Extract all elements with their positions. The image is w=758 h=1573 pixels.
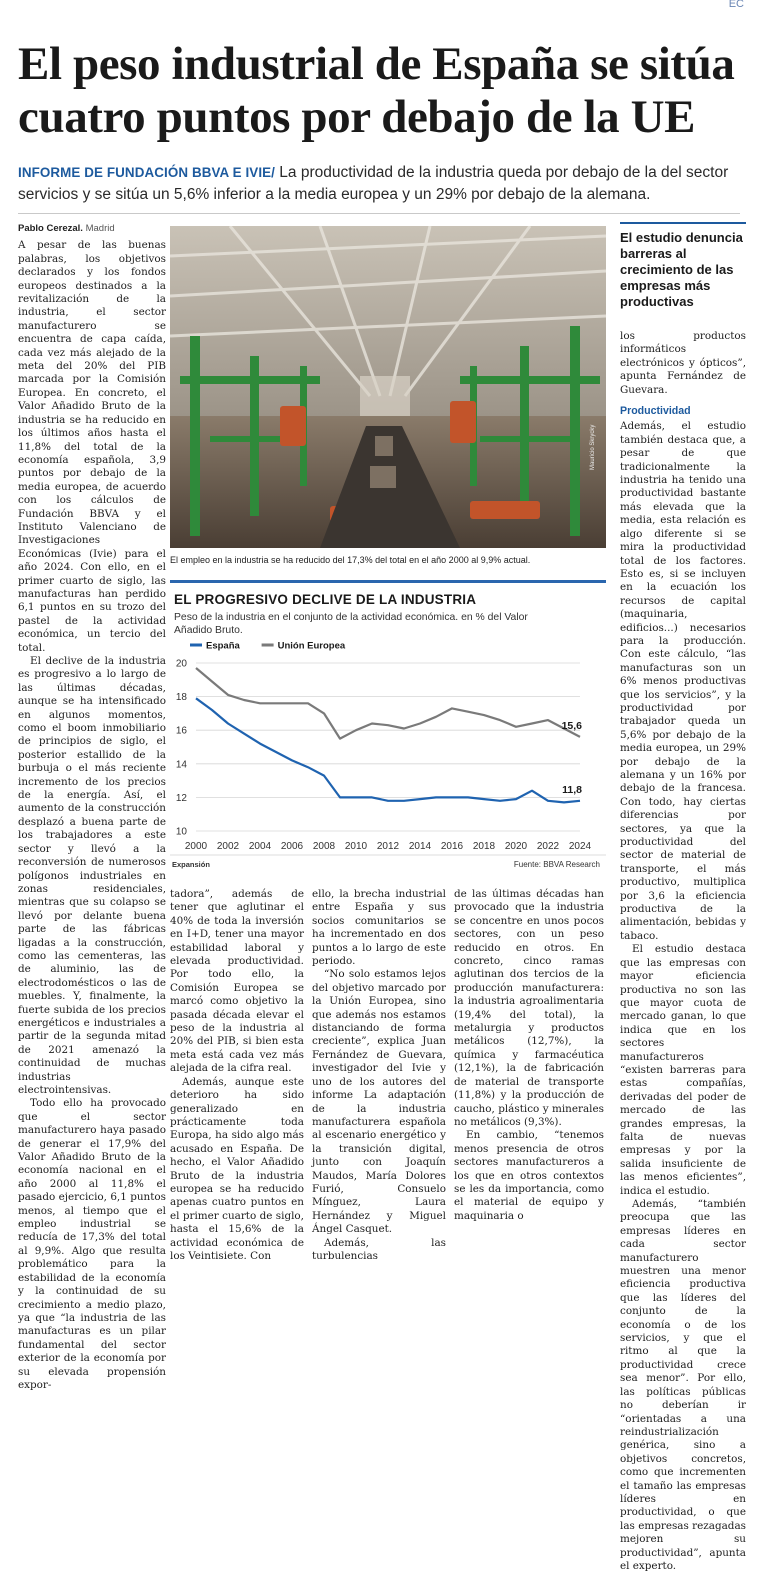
chart-title: EL PROGRESIVO DECLIVE DE LA INDUSTRIA <box>174 592 477 607</box>
x-tick-label: 2010 <box>344 841 368 852</box>
y-tick-label: 20 <box>175 658 187 670</box>
byline-place: Madrid <box>82 223 115 234</box>
x-tick-label: 2002 <box>216 841 240 852</box>
byline <box>18 222 166 235</box>
paragraph: de las últimas décadas han provocado que la industria se concentre en unos pocos sectores, con un peso reducido en otros. En concreto, cinco ramas aglutinan dos tercios de la producción manufacturera: la industria agroalimentaria (19,4% del total), la metalurgia y productos metálicos (12,7%), la química y farmacéutica (12,1%), la de fabricación de material de transporte (11,8%) y la producción de caucho, plástico y minerales no metálicos (9,3%). <box>454 888 604 1128</box>
article-column-4 <box>454 888 604 1223</box>
dek-text: La productividad de la industria queda por debajo de la del sector servicios y se sitúa un 5,6% inferior a la media europea y un 29% por debajo de la alemana. <box>18 164 729 203</box>
end-value-label: 15,6 <box>561 719 582 732</box>
x-tick-label: 2022 <box>536 841 560 852</box>
byline-author: Pablo Cerezal. <box>18 223 83 234</box>
x-tick-label: 2016 <box>440 841 464 852</box>
y-tick-label: 16 <box>175 725 187 737</box>
top-bar <box>0 0 758 26</box>
paragraph: los productos informáticos electrónicos y ópticos”, apunta Fernández de Guevara. <box>620 330 746 396</box>
section-subhead: Productividad <box>620 405 691 418</box>
x-tick-label: 2020 <box>504 841 528 852</box>
legend-label: España <box>206 641 240 652</box>
paragraph: A pesar de las buenas palabras, los objetivos declarados y los fondos europeos destinados a la revitalización de la industria, el sector manufacturero se encuentra de capa caída, cada vez más alejado de la meta del 20% del PIB marcada por la Comisión Europea. En concreto, el Valor Añadido Bruto de la industria se ha reducido en los últimos años hasta el 11,8% del total de la economía española, 3,9 puntos por debajo de la media europea, de acuerdo con los cálculos de Fundación BBVA y el Instituto Valenciano de Investigaciones Económicas (Ivie) para el año 2024. Con ello, en el primer cuarto de siglo, las manufacturas han perdido 6,1 puntos en su trozo del pastel de la actividad económica, un tercio del total. <box>18 239 166 654</box>
series-line-1 <box>196 668 580 739</box>
article-column-sidebar <box>620 330 746 1573</box>
chart-subtitle: Peso de la industria en el conjunto de la actividad económica. en % del Valor Añadido Bruto. <box>174 612 528 636</box>
x-tick-label: 2012 <box>376 841 400 852</box>
paragraph: ello, la brecha industrial entre España y sus socios comunitarios se ha incrementado en dos puntos a lo largo de este periodo. <box>312 888 446 968</box>
paragraph: El declive de la industria es progresivo a lo largo de las últimas décadas, aunque se ha intensificado en algunos momentos, como el boom inmobiliario de principios de siglo, el posterior estallido de la burbuja o el más reciente incremento de los precios de la energía. Así, el aumento de la construcción desplazó a buena parte de los trabajadores a este sector y llevó a la reconversión de numerosos polígonos industriales en zonas residenciales, mientras que su colapso se llevó por delante buena parte de las fábricas ligadas a la construcción, como las cementeras, las de aluminio, las de electrodomésticos o las de muebles. Y, finalmente, la fuerte subida de los precios energéticos e industriales a partir de la segunda mitad de 2021 amenazó la continuidad de muchas industrias electrointensivas. <box>18 655 166 1096</box>
factory-photo <box>170 226 606 548</box>
y-tick-label: 14 <box>175 759 187 771</box>
x-tick-label: 2006 <box>280 841 304 852</box>
x-tick-label: 2004 <box>248 841 272 852</box>
article-column-1 <box>18 222 166 1392</box>
paragraph: Todo ello ha provocado que el sector manufacturero haya pasado de generar el 17,9% del Valor Añadido Bruto de la economía nacional en el año 2000 al 11,8% el pasado ejercicio, 6,1 puntos menos, al tiempo que el empleo industrial se reducía de 17,3% del total al 9,9%. Algo que resulta problemático para la estabilidad de la economía y la continuidad de su crecimiento a medio plazo, ya que “la industria de las manufacturas es un pilar fundamental del sector exterior de la economía por su elevada propensión expor- <box>18 1097 166 1391</box>
series-line-0 <box>196 698 580 802</box>
end-value-label: 11,8 <box>562 783 582 796</box>
source-right: Fuente: BBVA Research <box>513 860 600 869</box>
legend-label: Unión Europea <box>277 641 346 652</box>
paragraph: Además, el estudio también destaca que, a pesar de que tradicionalmente la industria ha tenido una productividad bastante más elevada que la media, esta relación es algo diferente si se mira la productividad total de los factores. Esto es, si se incluyen en la ecuación los recursos de capital (maquinaria, edificios...) necesarios para la producción. Con este cálculo, “las manufacturas son un 6% menos productivas que los servicios”, y la productividad por trabajador queda un 5,6% por debajo de la media europea, un 29% por debajo de la alemana y un 16% por debajo de la francesa. Con todo, hay ciertas diferencias por sectores, ya que la productividad del sector de material de transporte, el más productivo, multiplica por 3,6 la eficiencia productiva de la alimentación, bebidas y tabaco. <box>620 420 746 942</box>
y-tick-label: 10 <box>175 826 187 838</box>
source-left: Expansión <box>172 860 210 869</box>
x-tick-label: 2008 <box>312 841 336 852</box>
paragraph: “No solo estamos lejos del objetivo marcado por la Unión Europea, sino que además nos estamos distanciando de forma creciente”, explica Juan Fernández de Guevara, investigador del Ivie y uno de los autores del informe La adaptación de la industria manufacturera española al escenario energético y la transición digital, junto con Joaquín Maudos, María Dolores Furió, Consuelo Mínguez, Laura Hernández y Miguel Ángel Casquet. <box>312 968 446 1236</box>
x-tick-label: 2000 <box>184 841 208 852</box>
sidebar-headline: El estudio denuncia barreras al crecimiento de las empresas más productivas <box>620 230 743 309</box>
chart-panel <box>170 580 606 875</box>
y-tick-label: 12 <box>175 792 187 804</box>
x-tick-label: 2024 <box>568 841 592 852</box>
dek <box>18 162 740 206</box>
paragraph: Además, “también preocupa que las empresas líderes en cada sector manufacturero muestren una menor eficiencia productiva que las líderes del conjunto de la economía o de los servicios, y que el ritmo al que la productividad crece sea menor”. Por ello, las políticas públicas no deberían ir “orientadas a una reindustrialización genérica, sino a objetivos concretos, como que incrementen el tamaño las empresas líderes en productividad, o que las empresas rezagadas mejoren su productividad”, apunta el experto. <box>620 1198 746 1572</box>
paragraph: Además, aunque este deterioro ha sido generalizado en prácticamente toda Europa, ha sido algo más acusado en España. De hecho, el Valor Añadido Bruto de la industria europea se ha reducido apenas cuatro puntos en el primer cuarto de siglo, hasta el 15,6% de la actividad económica de los Veintisiete. Con <box>170 1075 304 1262</box>
photo-credit: Mauricio Skrycky <box>590 424 596 470</box>
dek-divider <box>18 213 740 214</box>
line-chart <box>170 641 606 873</box>
x-tick-label: 2014 <box>408 841 432 852</box>
dek-label: INFORME DE FUNDACIÓN BBVA E IVIE/ <box>18 165 275 180</box>
y-tick-label: 18 <box>175 692 187 704</box>
masthead-corner: EC <box>728 0 744 10</box>
paragraph: El estudio destaca que las empresas con mayor eficiencia productiva no son las que mayor cuota de mercado ganan, lo que indica que en los sectores manufactureros “existen barreras para estas compañías, derivadas del poder de mercado de las grandes empresas, la falta de nuevas empresas y por la salida insuficiente de las menos eficientes”, indica el estudio. <box>620 943 746 1197</box>
article-column-3 <box>312 888 446 1263</box>
paragraph: En cambio, “tenemos menos presencia de otros sectores manufactureros a los que en otros contextos se les da importancia, como el material de equipo y maquinaria o <box>454 1129 604 1222</box>
article-column-2 <box>170 888 304 1263</box>
sidebar-divider <box>620 222 746 224</box>
photo-caption: El empleo en la industria se ha reducido del 17,3% del total en el año 2000 al 9,9% actual. <box>170 555 531 565</box>
x-tick-label: 2018 <box>472 841 496 852</box>
paragraph: tadora”, además de tener que aglutinar el 40% de toda la inversión en I+D, tener una mayor estabilidad laboral y elevada productividad. Por todo ello, la Comisión Europea se marcó como objetivo la pasada década elevar el peso de la industria al 20% del PIB, si bien esta meta está cada vez más alejada de la cifra real. <box>170 888 304 1075</box>
headline: El peso industrial de España se sitúa cuatro puntos por debajo de la UE <box>18 38 735 143</box>
paragraph: Además, las turbulencias <box>312 1236 446 1262</box>
